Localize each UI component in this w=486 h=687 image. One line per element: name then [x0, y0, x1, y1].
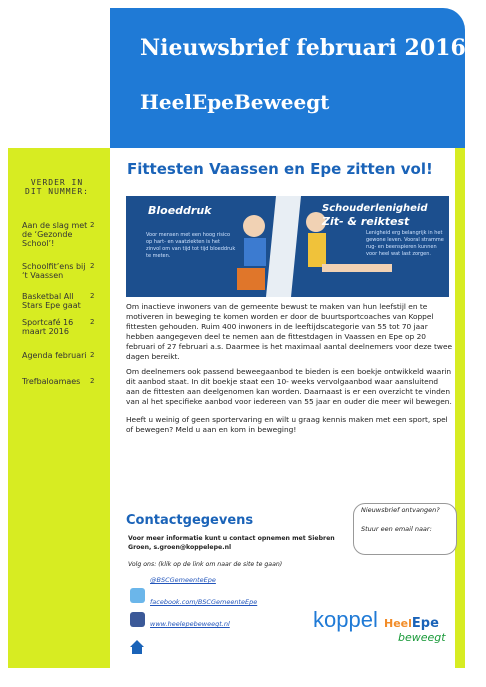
article-banner-image [126, 196, 449, 297]
toc-heading: VERDER IN DIT NUMMER: [25, 178, 89, 196]
website-link[interactable]: www.heelepebeweegt.nl [150, 620, 230, 628]
toc-item[interactable]: Aan de slag met de ‘Gezonde School’! [22, 221, 88, 248]
callout-subscribe: Nieuwsbrief ontvangen? [361, 506, 440, 514]
toc-page: 2 [90, 351, 95, 359]
article-paragraph: Om inactieve inwoners van de gemeente bewust te maken van hun leefstijl en te motiveren in beweging te komen worden er door de buurtsportcoaches van Koppel fittesten gehouden. Ruim 400 inwoners in de leeftijdscategorie van 55 tot 70 jaar hebben aangegeven deel te nemen aan de fittestdagen in Vaassen en Epe op 20 februari of 27 februari a.s. Daarmee is het maximaal aantal deelnemers voor deze twee dagen bereikt. [126, 302, 453, 361]
follow-text: Volg ons: (klik op de link om naar de site te gaan) [128, 561, 283, 568]
contact-heading: Contactgegevens [126, 513, 254, 528]
toc-page: 2 [90, 377, 95, 385]
article-paragraph: Om deelnemers ook passend beweegaanbod te bieden is een boekje ontwikkeld waarin dit aanbod staat. In dit boekje staat een 10- weeks vervolgaanbod waar aansluitend aan de fittesten aan deelgenomen kan worden. Daarnaast is er een overzicht te vinden van al het specifieke aanbod voor iedereen van 55 jaar en ouder die meer wil bewegen. [126, 367, 452, 406]
banner-title-bloeddruk: Bloeddruk [148, 204, 212, 217]
contact-info: Voor meer informatie kunt u contact opnemen met Siebren Groen, s.groen@koppelepe.nl [128, 535, 335, 551]
toc-item[interactable]: Schoolfit’ens bij ‘t Vaassen [22, 262, 86, 280]
toc-page: 2 [90, 318, 95, 326]
header-banner [110, 8, 465, 148]
toc-page: 2 [90, 292, 95, 300]
toc-page: 2 [90, 262, 95, 270]
heelepe-logo: HeelEpe beweegt [384, 616, 446, 644]
twitter-icon[interactable] [130, 588, 145, 603]
banner-text-bloeddruk: Voor mensen met een hoog risico op hart- en vaatziekten is het zinvol om van tijd tot tijd bloeddruk te meten. [146, 232, 236, 259]
home-icon[interactable] [129, 639, 145, 655]
twitter-link[interactable]: @BSCGemeenteEpe [150, 576, 216, 584]
toc-item[interactable]: Agenda februari [22, 351, 87, 360]
toc-item[interactable]: Basketbal All Stars Epe gaat [22, 292, 81, 310]
article-heading: Fittesten Vaassen en Epe zitten vol! [127, 160, 433, 178]
toc-item[interactable]: Trefbaloamaes [22, 377, 81, 386]
newsletter-subtitle: HeelEpeBeweegt [140, 90, 330, 114]
facebook-link[interactable]: facebook.com/BSCGemeenteEpe [150, 598, 258, 606]
article-paragraph: Heeft u weinig of geen sportervaring en wilt u graag kennis maken met een sport, spel of bewegen? Meld u aan en kom in beweging! [126, 415, 448, 434]
callout-email: Stuur een email naar: [361, 525, 432, 533]
facebook-icon[interactable] [130, 612, 145, 627]
banner-title-lenigheid: Schouderlenigheid Zit- & reiktest [322, 203, 428, 228]
toc-item[interactable]: Sportcafé 16 maart 2016 [22, 318, 74, 336]
koppel-logo: koppel [313, 607, 378, 632]
newsletter-title: Nieuwsbrief februari 2016 [140, 35, 466, 61]
toc-page: 2 [90, 221, 95, 229]
banner-text-lenigheid: Lenigheid erg belangrijk in het gewone leven. Vooral stramme rug- en beenspieren kunnen voor heel wat last zorgen. [366, 230, 444, 257]
